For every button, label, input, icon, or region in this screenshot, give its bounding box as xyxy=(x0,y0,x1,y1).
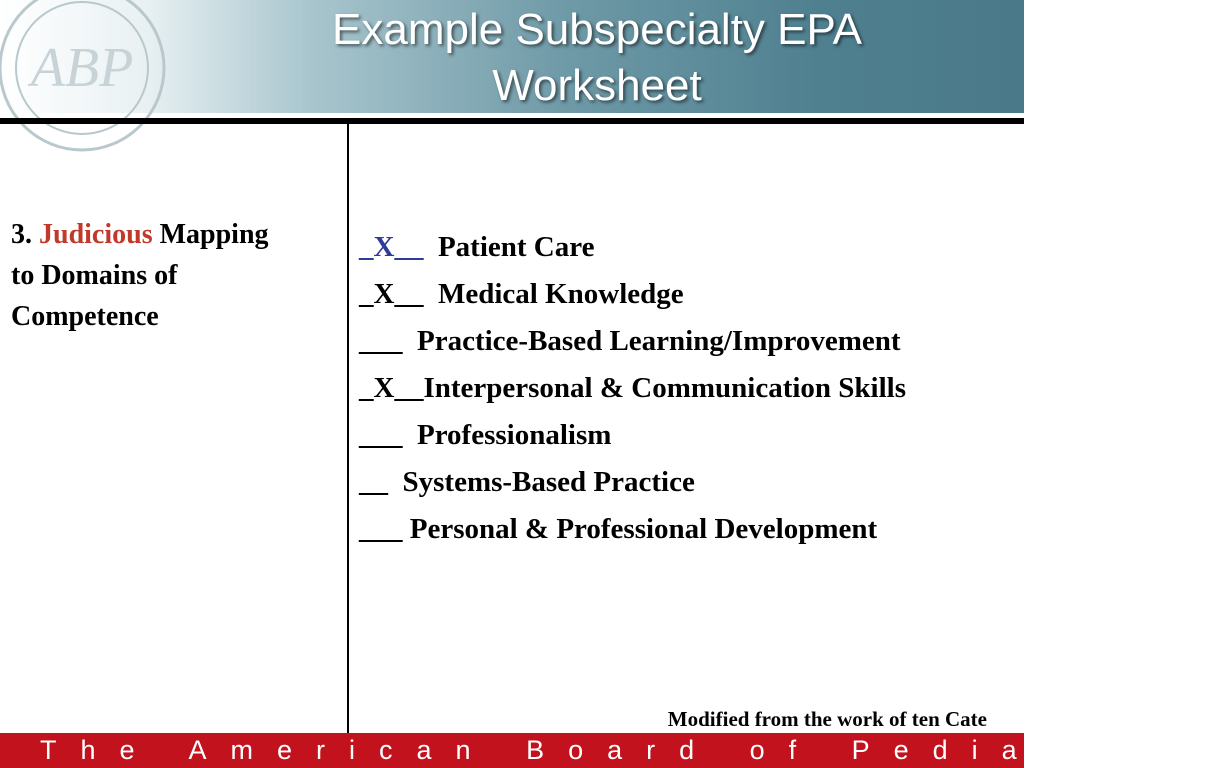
section-label-line2: to Domains of xyxy=(11,260,178,291)
domain-item xyxy=(359,318,906,365)
domain-label: Interpersonal & Communication Skills xyxy=(423,372,907,404)
footer-bar xyxy=(0,733,1210,768)
domain-label: Personal & Professional Development xyxy=(409,513,878,545)
logo-monogram: ABP xyxy=(30,37,134,99)
domain-mark: ___ xyxy=(359,513,403,545)
slide-header xyxy=(0,0,1024,113)
title-line-2: Worksheet xyxy=(492,61,702,110)
domain-mark: ___ xyxy=(359,419,403,451)
section-label-line3: Competence xyxy=(11,301,159,332)
domain-label: Systems-Based Practice xyxy=(402,466,695,498)
domain-mark: ___ xyxy=(359,325,403,357)
page-title xyxy=(200,2,994,114)
domain-label: Patient Care xyxy=(437,231,595,263)
domain-label: Medical Knowledge xyxy=(437,278,684,310)
header-divider xyxy=(0,118,1024,124)
domain-item xyxy=(359,271,906,318)
domain-mark: _X__ xyxy=(359,278,424,310)
domain-list xyxy=(359,224,906,553)
section-label xyxy=(11,214,341,337)
footer-organization: The American Board of Pediatrics xyxy=(40,735,1210,765)
domain-item xyxy=(359,365,906,412)
domain-item xyxy=(359,506,906,553)
section-accent-word: Judicious xyxy=(39,219,153,250)
domain-mark: _X__ xyxy=(359,231,424,263)
domain-item xyxy=(359,224,906,271)
abp-logo xyxy=(0,0,172,158)
attribution-note: Modified from the work of ten Cate xyxy=(667,707,987,731)
domain-item xyxy=(359,459,906,506)
title-line-1: Example Subspecialty EPA xyxy=(332,5,862,54)
section-label-line1: Mapping xyxy=(159,219,269,250)
domain-label: Practice-Based Learning/Improvement xyxy=(417,325,901,357)
column-divider xyxy=(347,124,349,768)
domain-mark: _X__ xyxy=(359,372,424,404)
domain-mark: __ xyxy=(359,466,388,498)
domain-item xyxy=(359,412,906,459)
domain-label: Professionalism xyxy=(417,419,612,451)
section-number: 3. xyxy=(11,219,32,250)
